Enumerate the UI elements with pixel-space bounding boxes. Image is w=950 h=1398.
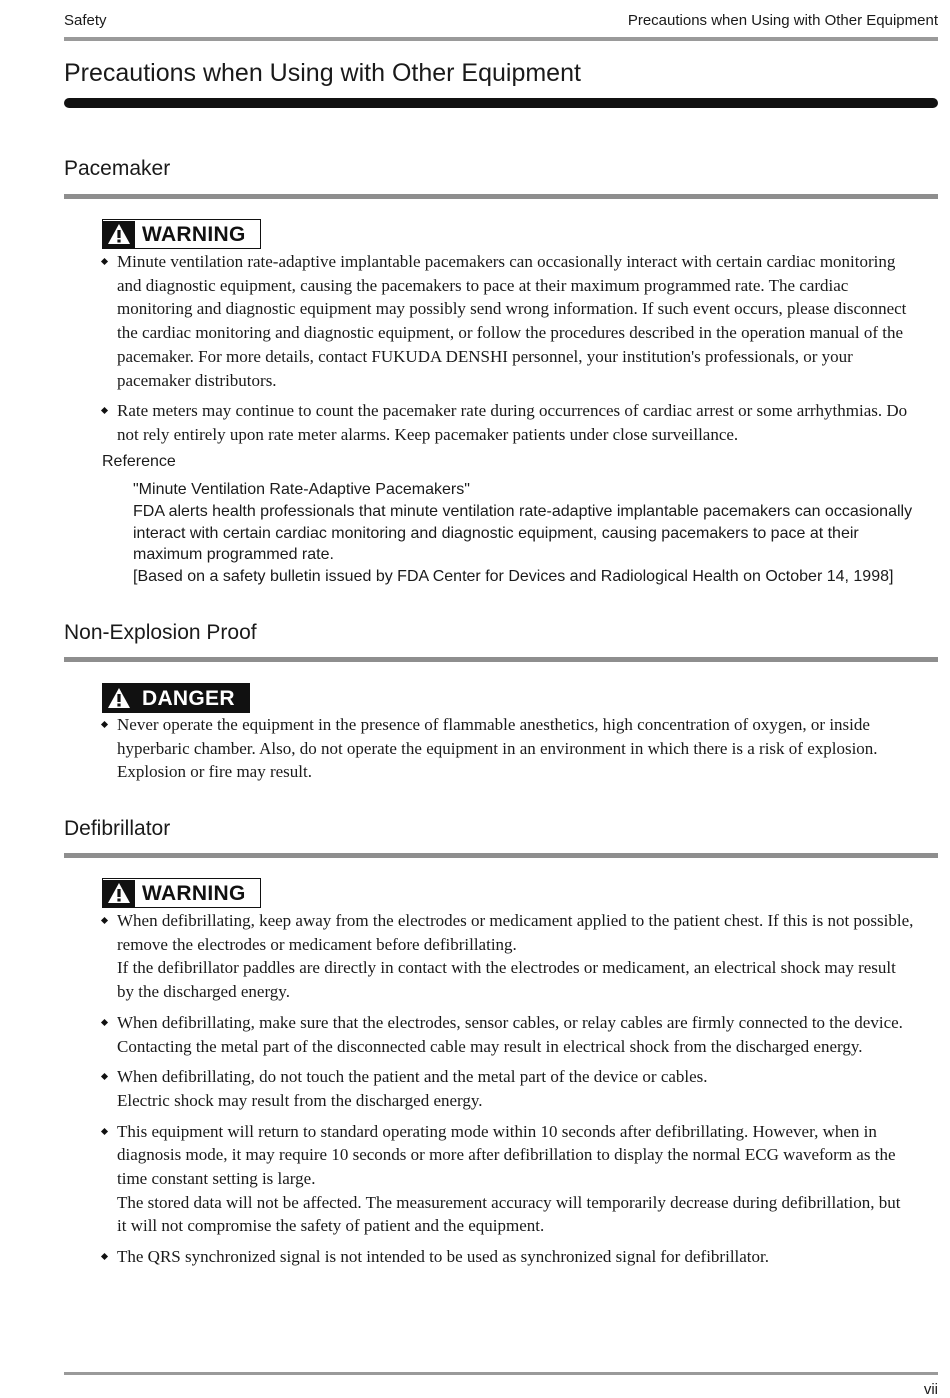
non-explosion-danger-list [102, 713, 914, 791]
list-item [102, 1011, 914, 1058]
list-item-text: The QRS synchronized signal is not intended to be used as synchronized signal for defibrillator. [117, 1247, 770, 1267]
list-item [102, 1245, 914, 1269]
reference-line: [Based on a safety bulletin issued by FDA Center for Devices and Radiological Health on October 14, 1998] [133, 568, 894, 586]
warning-badge [102, 219, 261, 249]
warning-triangle-icon [103, 221, 135, 248]
list-item-text: Contacting the metal part of the disconnected cable may result in electrical shock from the discharged energy. [117, 1036, 863, 1056]
page-title: Precautions when Using with Other Equipment [64, 59, 581, 87]
list-item-text: This equipment will return to standard operating mode within 10 seconds after defibrillating. However, when in diagnosis mode, it may require 10 seconds or more after defibrillation to display the normal ECG waveform as the time constant setting is large. [117, 1121, 896, 1189]
pacemaker-warning-list [102, 250, 914, 454]
danger-badge [102, 683, 250, 713]
bullet-diamond-icon [101, 258, 108, 265]
list-item-text: When defibrillating, keep away from the electrodes or medicament applied to the patient chest. If this is not possible, remove the electrodes or medicament before defibrillating. [117, 911, 914, 954]
list-item-text: The stored data will not be affected. The measurement accuracy will temporarily decrease during defibrillation, but it will not compromise the safety of patient and the equipment. [117, 1192, 901, 1236]
bullet-diamond-icon [101, 1128, 108, 1135]
list-item-text: When defibrillating, make sure that the electrodes, sensor cables, or relay cables are firmly connected to the device. [117, 1012, 903, 1032]
list-item [102, 250, 914, 392]
section-title-non-explosion: Non-Explosion Proof [64, 621, 257, 644]
list-item-text: If the defibrillator paddles are directly in contact with the electrodes or medicament, an electrical shock may result by the discharged energy. [117, 958, 896, 1002]
warning-triangle-icon [103, 880, 135, 907]
header-rule [64, 37, 938, 41]
header-chapter: Precautions when Using with Other Equipment [627, 12, 938, 29]
badge-label: WARNING [142, 222, 246, 246]
list-item-text: When defibrillating, do not touch the patient and the metal part of the device or cables. [117, 1067, 708, 1087]
section-rule [64, 657, 938, 662]
list-item [102, 399, 914, 446]
bullet-diamond-icon [101, 721, 108, 728]
header-section: Safety [64, 12, 107, 29]
list-item [102, 909, 914, 1004]
title-rule [64, 98, 938, 108]
list-item [102, 1065, 914, 1112]
bullet-diamond-icon [101, 407, 108, 414]
section-rule [64, 853, 938, 858]
running-header [64, 12, 938, 32]
badge-label: DANGER [142, 686, 235, 710]
badge-label: WARNING [142, 881, 246, 905]
reference-body [133, 479, 920, 588]
bullet-diamond-icon [101, 1073, 108, 1080]
bullet-diamond-icon [101, 1253, 108, 1260]
list-item [102, 713, 914, 784]
reference-line: "Minute Ventilation Rate-Adaptive Pacemakers" [133, 481, 470, 498]
bullet-diamond-icon [101, 1019, 108, 1026]
footer-rule [64, 1372, 938, 1375]
list-item [102, 1120, 914, 1239]
danger-triangle-icon [103, 685, 135, 712]
list-item-text: Rate meters may continue to count the pacemaker rate during occurrences of cardiac arrest or some arrhythmias. Do not rely entirely upon rate meter alarms. Keep pacemaker patients under close surveillance. [117, 401, 908, 444]
section-rule [64, 194, 938, 199]
page-number: vii [923, 1381, 938, 1398]
bullet-diamond-icon [101, 917, 108, 924]
section-title-pacemaker: Pacemaker [64, 157, 171, 180]
reference-label: Reference [102, 453, 176, 470]
reference-line: FDA alerts health professionals that minute ventilation rate-adaptive implantable pacemakers can occasionally interact with certain cardiac monitoring and diagnostic equipment, causing pacemakers to pace at their maximum programmed rate. [133, 502, 913, 564]
list-item-text: Electric shock may result from the discharged energy. [117, 1090, 483, 1110]
list-item-text: Minute ventilation rate-adaptive implantable pacemakers can occasionally interact with certain cardiac monitoring and diagnostic equipment, causing the pacemakers to pace at their maximum programmed rate. The cardiac monitoring and diagnostic equipment may possibly send wrong information. If such event occurs, please disconnect the cardiac monitoring and diagnostic equipment, or follow the procedures described in the operation manual of the pacemaker. For more details, contact FUKUDA DENSHI personnel, your institution's professionals, or your pacemaker distributors. [117, 252, 907, 390]
section-title-defibrillator: Defibrillator [64, 817, 171, 840]
warning-badge [102, 878, 261, 908]
list-item-text: Never operate the equipment in the presence of flammable anesthetics, high concentration of oxygen, or inside hyperbaric chamber. Also, do not operate the equipment in an environment in which there is a risk of explosion. Explosion or fire may result. [117, 715, 878, 782]
defibrillator-warning-list [102, 909, 914, 1276]
